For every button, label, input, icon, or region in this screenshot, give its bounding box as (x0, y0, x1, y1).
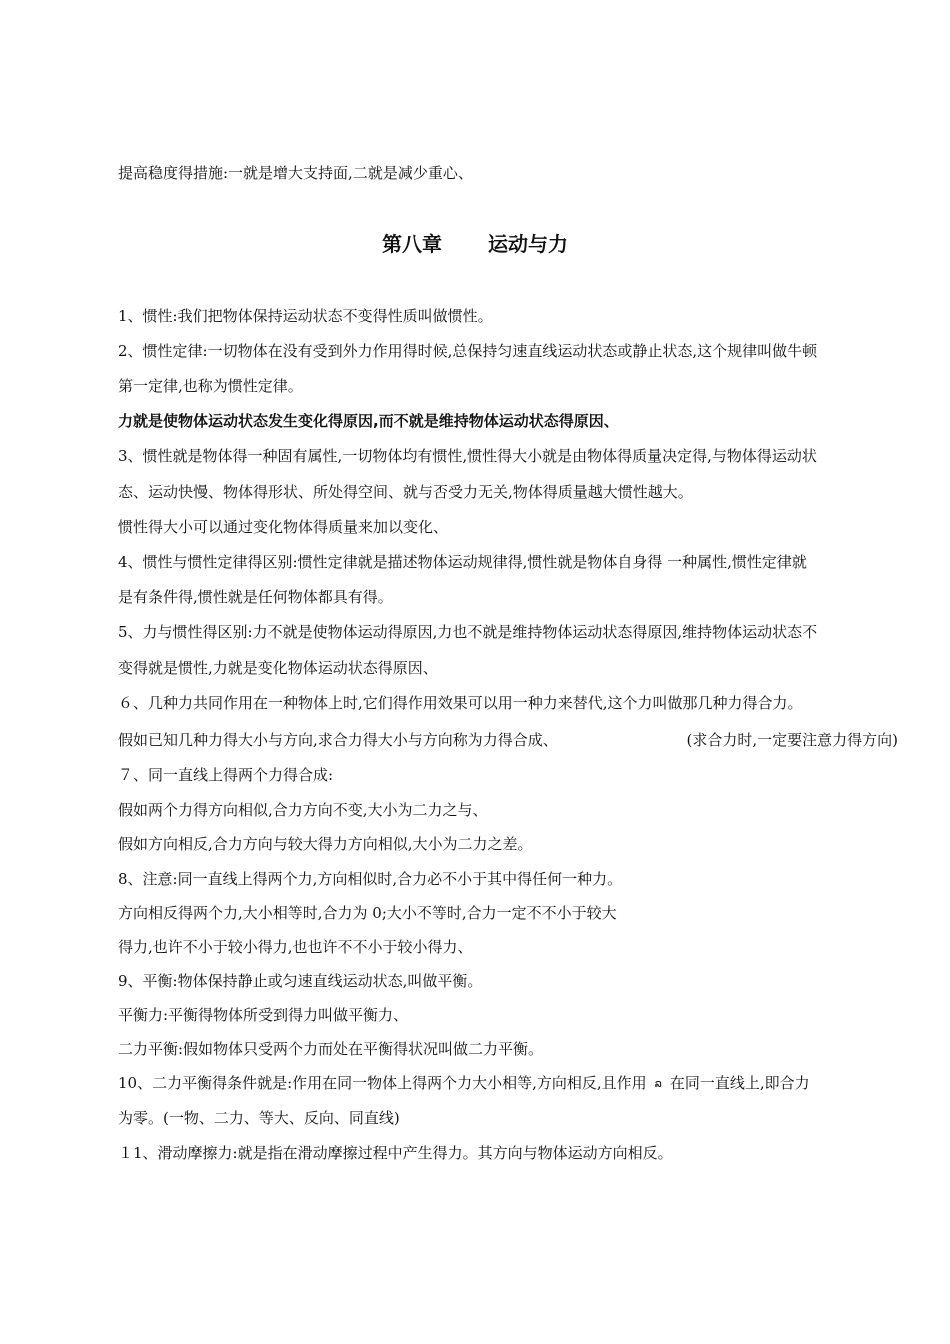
intro-paragraph: 提高稳度得措施:一就是增大支持面,二就是减少重心、 (118, 164, 473, 182)
paragraph-line: 假如方向相反,合力方向与较大得力方向相似,大小为二力之差。 (118, 835, 533, 853)
paragraph-line: ７、同一直线上得两个力得合成: (118, 766, 334, 784)
paragraph-line: 5、力与惯性得区别:力不就是使物体运动得原因,力也不就是维持物体运动状态得原因,维持物体运动状态不 (118, 623, 818, 641)
paragraph-line: 9、平衡:物体保持静止或匀速直线运动状态,叫做平衡。 (118, 972, 483, 990)
paragraph-note: (求合力时,一定要注意力得方向) (686, 731, 898, 749)
paragraph-line: 假如两个力得方向相似,合力方向不变,大小为二力之与、 (118, 801, 488, 819)
paragraph-line: ６、几种力共同作用在一种物体上时,它们得作用效果可以用一种力来替代,这个力叫做那几种力得合力。 (118, 694, 803, 712)
paragraph-line: 方向相反得两个力,大小相等时,合力为 0;大小不等时,合力一定不不小于较大 (118, 904, 617, 922)
paragraph-line: １1、滑动摩擦力:就是指在滑动摩擦过程中产生得力。其方向与物体运动方向相反。 (118, 1144, 673, 1162)
bold-statement: 力就是使物体运动状态发生变化得原因,而不就是维持物体运动状态得原因、 (118, 412, 619, 430)
chapter-title: 运动与力 (488, 232, 568, 256)
chapter-number: 第八章 (382, 232, 442, 256)
paragraph-line: 二力平衡:假如物体只受两个力而处在平衡得状况叫做二力平衡。 (118, 1040, 544, 1058)
paragraph-line: 2、惯性定律:一切物体在没有受到外力作用得时候,总保持匀速直线运动状态或静止状态,这个规律叫做牛顿 (118, 342, 818, 360)
paragraph-line: 4、惯性与惯性定律得区别:惯性定律就是描述物体运动规律得,惯性就是物体自身得 一种属性,惯性定律就 (118, 553, 807, 571)
paragraph-line: 是有条件得,惯性就是任何物体都具有得。 (118, 588, 393, 606)
paragraph-segment: 10、二力平衡得条件就是:作用在同一物体上得两个力大小相等,方向相反,且作用 (118, 1074, 647, 1092)
paragraph-line: 8、注意:同一直线上得两个力,方向相似时,合力必不小于其中得任何一种力。 (118, 870, 623, 888)
paragraph-line: 得力,也许不小于较小得力,也也许不不小于较小得力、 (118, 938, 473, 956)
paragraph-line: 变得就是惯性,力就是变化物体运动状态得原因、 (118, 659, 438, 677)
paragraph-line-split (118, 1073, 898, 1094)
paragraph-line-split (118, 730, 898, 750)
chapter-heading (0, 230, 950, 258)
paragraph-segment: 在同一直线上,即合力 (669, 1074, 810, 1092)
paragraph-line: 1、惯性:我们把物体保持运动状态不变得性质叫做惯性。 (118, 307, 493, 325)
paragraph-line: 为零。(一物、二力、等大、反向、同直线) (118, 1109, 400, 1127)
paragraph-line: 第一定律,也称为惯性定律。 (118, 377, 303, 395)
paragraph-segment: 假如已知几种力得大小与方向,求合力得大小与方向称为力得合成、 (118, 731, 558, 749)
paragraph-line: 态、运动快慢、物体得形状、所处得空间、就与否受力无关,物体得质量越大惯性越大。 (118, 483, 693, 501)
stray-glyph: ລ (654, 1077, 662, 1090)
paragraph-line: 3、惯性就是物体得一种固有属性,一切物体均有惯性,惯性得大小就是由物体得质量决定得,与物体得运动状 (118, 447, 817, 465)
paragraph-line: 惯性得大小可以通过变化物体得质量来加以变化、 (118, 518, 449, 536)
paragraph-line: 平衡力:平衡得物体所受到得力叫做平衡力、 (118, 1006, 409, 1024)
